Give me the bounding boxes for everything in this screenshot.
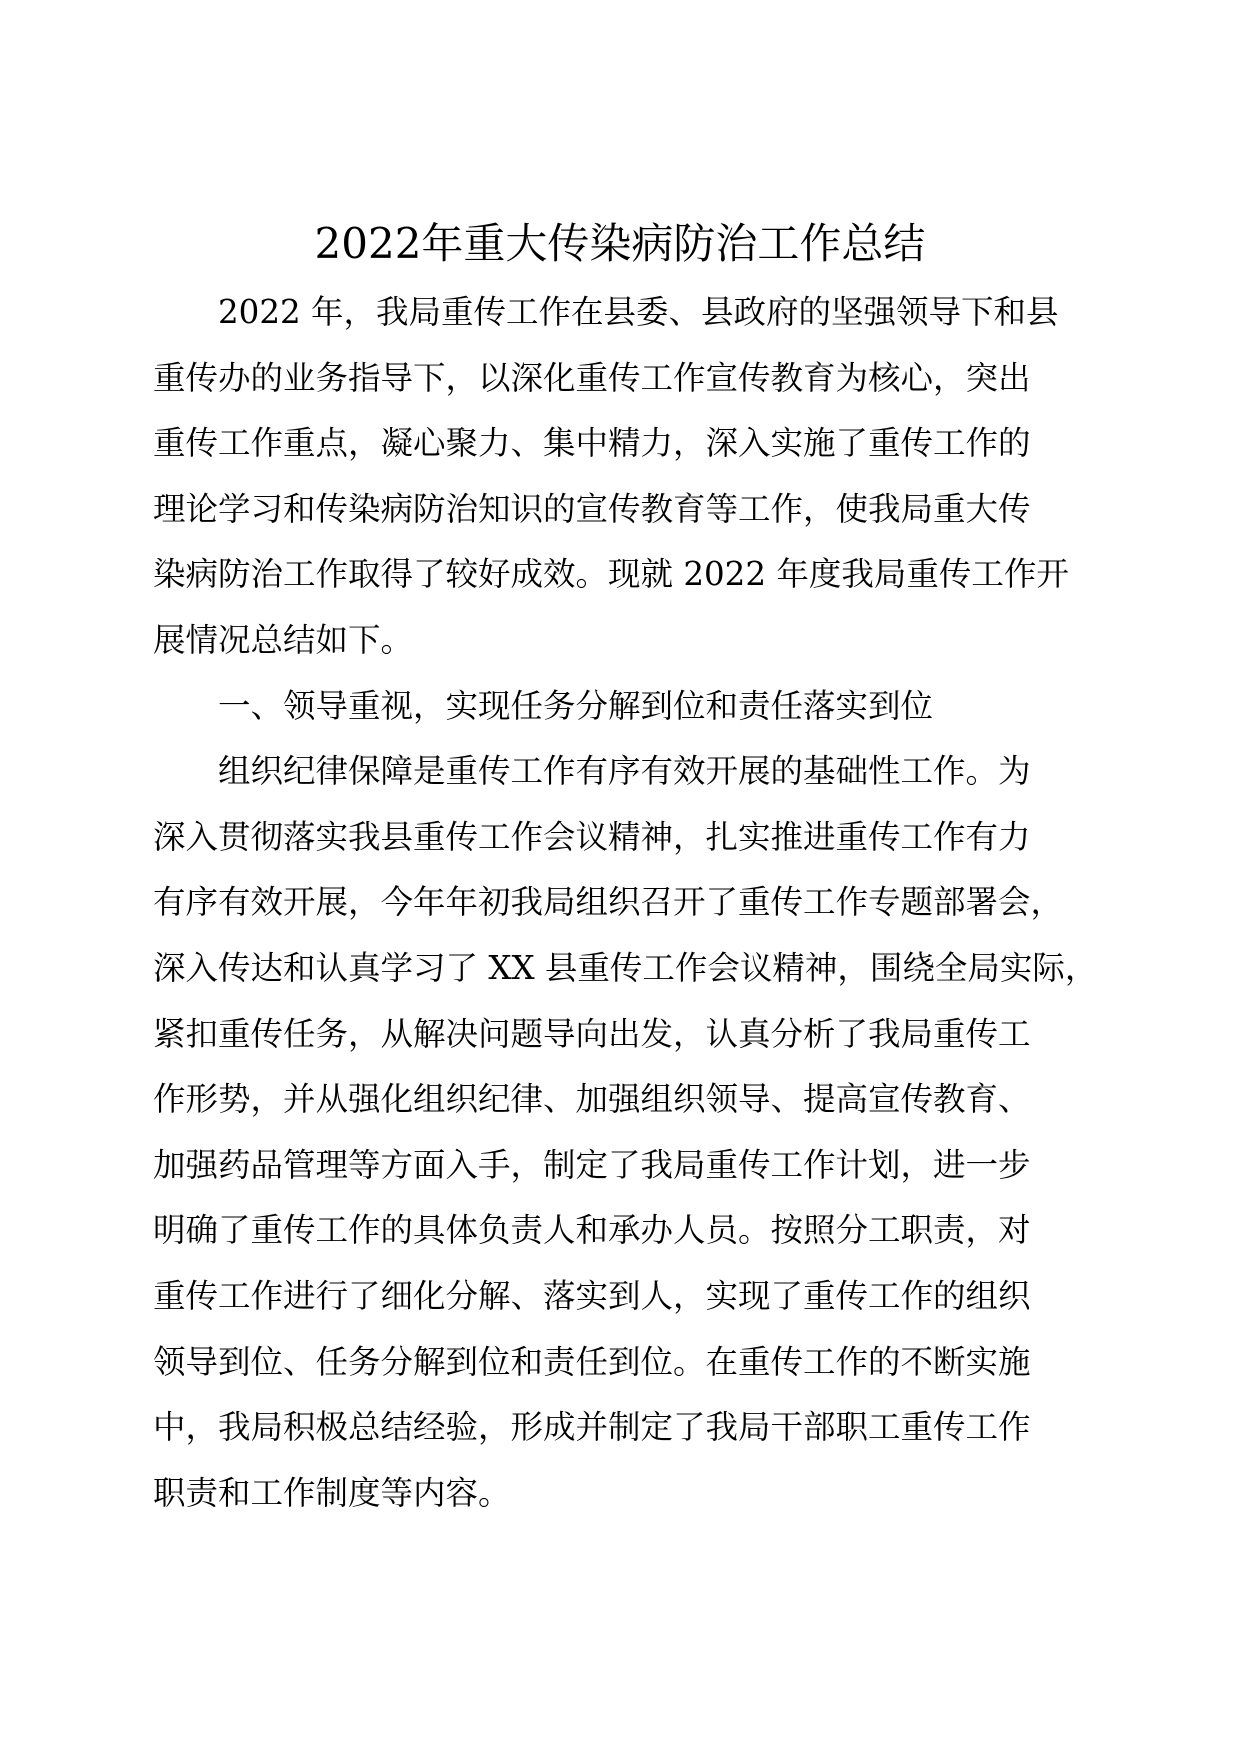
section-line-5: 紧扣重传任务，从解决问题导向出发，认真分析了我局重传工 [153, 1014, 1031, 1053]
section-line-7: 加强药品管理等方面入手，制定了我局重传工作计划，进一步 [153, 1145, 1031, 1184]
document-title: 2022年重大传染病防治工作总结 [314, 219, 926, 268]
section-line-2: 深入贯彻落实我县重传工作会议精神，扎实推进重传工作有力 [153, 817, 1031, 856]
intro-paragraph [153, 280, 1093, 674]
section-paragraph [153, 739, 1098, 1526]
intro-line-5: 染病防治工作取得了较好成效。现就 2022 年度我局重传工作开 [153, 555, 1069, 594]
intro-line-6: 展情况总结如下。 [153, 620, 414, 659]
section-line-9: 重传工作进行了细化分解、落实到人，实现了重传工作的组织 [153, 1276, 1031, 1315]
section-line-10: 领导到位、任务分解到位和责任到位。在重传工作的不断实施 [153, 1342, 1031, 1381]
section-line-12: 职责和工作制度等内容。 [153, 1473, 511, 1512]
intro-line-2: 重传办的业务指导下，以深化重传工作宣传教育为核心，突出 [153, 358, 1031, 397]
document-body [153, 280, 1098, 1526]
section-line-11: 中，我局积极总结经验，形成并制定了我局干部职工重传工作 [153, 1408, 1031, 1447]
section-line-8: 明确了重传工作的具体负责人和承办人员。按照分工职责，对 [153, 1211, 1031, 1250]
section-line-4: 深入传达和认真学习了 XX 县重传工作会议精神，围绕全局实际， [153, 948, 1098, 987]
intro-line-3: 重传工作重点，凝心聚力、集中精力，深入实施了重传工作的 [153, 424, 1031, 463]
section-line-1: 组织纪律保障是重传工作有序有效开展的基础性工作。为 [218, 752, 1031, 791]
section-line-3: 有序有效开展，今年年初我局组织召开了重传工作专题部署会， [153, 883, 1064, 922]
intro-line-4: 理论学习和传染病防治知识的宣传教育等工作，使我局重大传 [153, 489, 1031, 528]
section-heading: 一、领导重视，实现任务分解到位和责任落实到位 [218, 686, 934, 725]
section-line-6: 作形势，并从强化组织纪律、加强组织领导、提高宣传教育、 [153, 1080, 1031, 1119]
intro-line-1: 2022 年，我局重传工作在县委、县政府的坚强领导下和县 [218, 293, 1059, 331]
